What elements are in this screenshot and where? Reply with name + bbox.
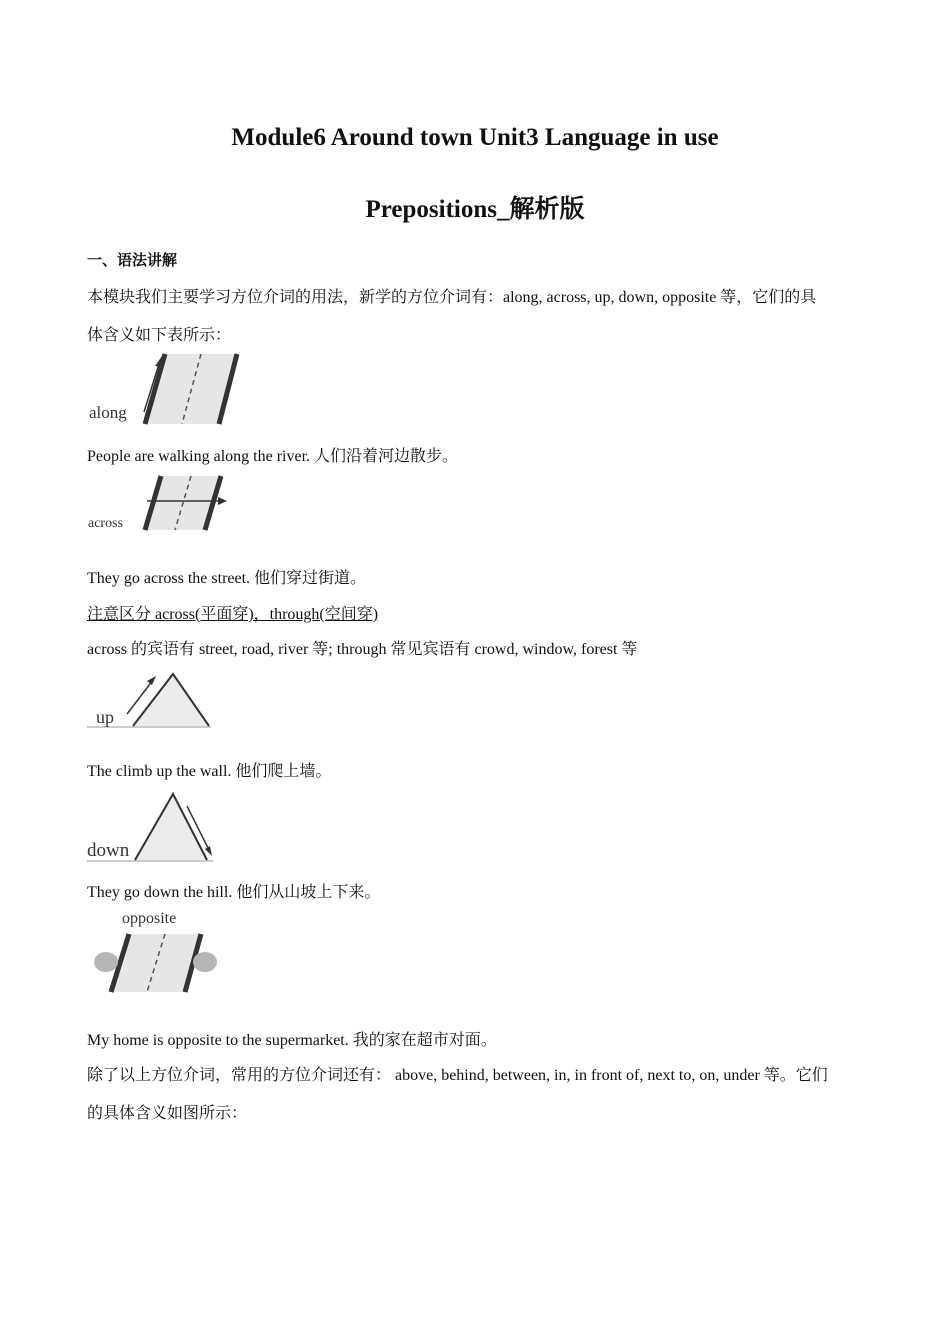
example-up: The climb up the wall. 他们爬上墙。 xyxy=(87,763,332,780)
example-down: They go down the hill. 他们从山坡上下来。 xyxy=(87,884,381,901)
example-opposite: My home is opposite to the supermarket. 我的家在超市对面。 xyxy=(87,1032,497,1049)
along-diagram xyxy=(87,352,242,426)
across-label: across xyxy=(88,516,123,531)
outro-paragraph-line-2: 的具体含义如图所示： xyxy=(87,1105,248,1122)
document-title: Module6 Around town Unit3 Language in use xyxy=(231,124,719,151)
up-diagram xyxy=(87,668,215,730)
example-across: They go across the street. 他们穿过街道。 xyxy=(87,570,367,587)
note-object-examples: across 的宾语有 street, road, river 等; through 常见宾语有 crowd, window, forest 等 xyxy=(87,641,638,658)
intro-paragraph-line-2: 体含义如下表所示： xyxy=(87,327,232,344)
note-across-through: 注意区分 across(平面穿)，through(空间穿) xyxy=(87,606,379,623)
intro-paragraph-line-1: 本模块我们主要学习方位介词的用法，新学的方位介词有：along, across, up, down, opposite 等，它们的具 xyxy=(87,289,817,306)
opposite-label: opposite xyxy=(122,910,177,927)
up-label: up xyxy=(96,707,114,727)
outro-paragraph-line-1: 除了以上方位介词，常用的方位介词还有： above, behind, between, in, in front of, next to, on, under 等。它们 xyxy=(87,1067,828,1084)
down-diagram xyxy=(87,790,217,862)
along-label: along xyxy=(89,403,127,422)
section-heading: 一、语法讲解 xyxy=(87,251,178,269)
example-along: People are walking along the river. 人们沿着河边散步。 xyxy=(87,448,459,465)
document-subtitle: Prepositions_解析版 xyxy=(365,196,585,223)
opposite-diagram xyxy=(87,906,222,994)
down-label: down xyxy=(87,840,130,861)
across-diagram xyxy=(87,472,232,534)
